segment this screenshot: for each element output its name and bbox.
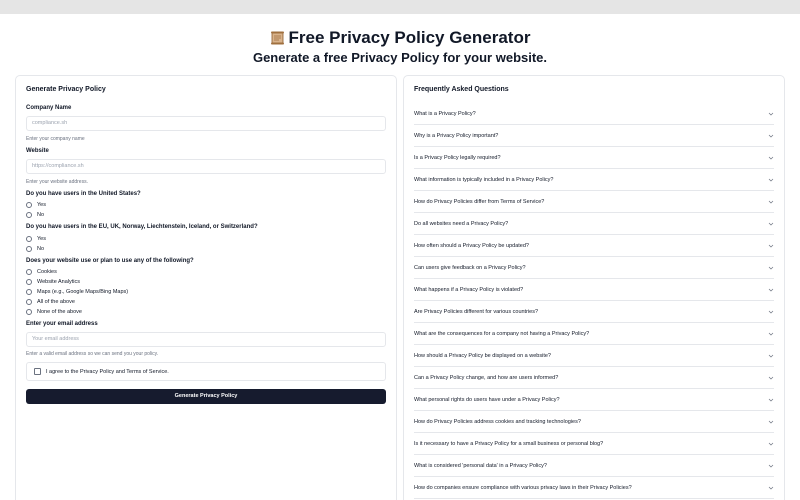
faq-question: Are Privacy Policies different for various countries? [414,308,539,315]
uses-question: Does your website use or plan to use any of the following? [26,258,194,264]
faq-item[interactable] [414,191,774,213]
faq-item[interactable] [414,345,774,367]
faq-title: Frequently Asked Questions [414,86,509,93]
faq-card [403,75,785,500]
faq-question: How often should a Privacy Policy be updated? [414,242,529,249]
faq-item[interactable] [414,389,774,411]
faq-question: Is a Privacy Policy legally required? [414,154,501,161]
eu-users-question: Do you have users in the EU, UK, Norway, Liechtenstein, Iceland, or Switzerland? [26,224,258,230]
chevron-down-icon [768,463,774,469]
us-users-question: Do you have users in the United States? [26,191,141,197]
radio-label: Maps (e.g., Google Maps/Bing Maps) [37,289,129,295]
faq-question: How should a Privacy Policy be displayed on a website? [414,352,551,359]
scroll-icon [270,31,285,45]
radio-circle-icon [26,299,32,305]
faq-question: What are the consequences for a company not having a Privacy Policy? [414,330,590,337]
radio-label: Cookies [37,269,57,275]
email-input[interactable]: Your email address [26,332,386,347]
chevron-down-icon [768,375,774,381]
radio-circle-icon [26,279,32,285]
radio-circle-icon [26,246,32,252]
uses-none-radio[interactable] [26,309,82,315]
faq-question: What is a Privacy Policy? [414,110,476,117]
faq-question: Why is a Privacy Policy important? [414,132,499,139]
email-label: Enter your email address [26,321,98,327]
chevron-down-icon [768,199,774,205]
chevron-down-icon [768,265,774,271]
eu-users-yes-radio[interactable] [26,236,46,242]
chevron-down-icon [768,243,774,249]
faq-item[interactable] [414,125,774,147]
faq-item[interactable] [414,213,774,235]
faq-item[interactable] [414,279,774,301]
radio-label: All of the above [37,299,75,305]
website-label: Website [26,148,49,154]
faq-question: How do Privacy Policies differ from Terms of Service? [414,198,545,205]
form-title: Generate Privacy Policy [26,86,106,93]
faq-item[interactable] [414,323,774,345]
email-help: Enter a valid email address so we can send you your policy. [26,351,159,357]
generate-policy-button[interactable]: Generate Privacy Policy [26,389,386,404]
browser-top-bar [0,0,800,14]
faq-item[interactable] [414,433,774,455]
faq-item[interactable] [414,103,774,125]
faq-question: How do companies ensure compliance with various privacy laws in their Privacy Policies? [414,484,632,491]
radio-circle-icon [26,269,32,275]
faq-item[interactable] [414,257,774,279]
agree-terms-box[interactable] [26,362,386,381]
radio-circle-icon [26,202,32,208]
chevron-down-icon [768,309,774,315]
website-input[interactable]: https://compliance.sh [26,159,386,174]
page-title [0,28,800,48]
faq-item[interactable] [414,477,774,499]
chevron-down-icon [768,111,774,117]
company-name-label: Company Name [26,105,72,111]
chevron-down-icon [768,331,774,337]
chevron-down-icon [768,419,774,425]
radio-circle-icon [26,236,32,242]
faq-question: Can a Privacy Policy change, and how are users informed? [414,374,559,381]
faq-question: Can users give feedback on a Privacy Policy? [414,264,526,271]
faq-item[interactable] [414,235,774,257]
agree-checkbox[interactable] [34,368,41,375]
radio-circle-icon [26,212,32,218]
faq-question: Is it necessary to have a Privacy Policy for a small business or personal blog? [414,440,604,447]
faq-question: What happens if a Privacy Policy is violated? [414,286,524,293]
chevron-down-icon [768,287,774,293]
website-help: Enter your website address. [26,179,88,185]
radio-label: No [37,246,45,252]
radio-label: Yes [37,236,46,242]
uses-analytics-radio[interactable] [26,279,80,285]
faq-question: What personal rights do users have under a Privacy Policy? [414,396,560,403]
faq-item[interactable] [414,301,774,323]
radio-label: No [37,212,45,218]
chevron-down-icon [768,397,774,403]
uses-all-radio[interactable] [26,299,75,305]
radio-label: None of the above [37,309,82,315]
faq-question: How do Privacy Policies address cookies and tracking technologies? [414,418,581,425]
faq-item[interactable] [414,455,774,477]
faq-item[interactable] [414,169,774,191]
eu-users-no-radio[interactable] [26,246,44,252]
faq-item[interactable] [414,367,774,389]
radio-circle-icon [26,309,32,315]
radio-circle-icon [26,289,32,295]
company-name-input[interactable]: compliance.sh [26,116,386,131]
faq-question: Do all websites need a Privacy Policy? [414,220,509,227]
us-users-yes-radio[interactable] [26,202,46,208]
faq-question: What is considered 'personal data' in a Privacy Policy? [414,462,547,469]
agree-label: I agree to the Privacy Policy and Terms of Service. [46,368,169,375]
page-title-text: Free Privacy Policy Generator [288,28,531,47]
uses-cookies-radio[interactable] [26,269,57,275]
chevron-down-icon [768,485,774,491]
generator-form-card [15,75,397,500]
page-subtitle: Generate a free Privacy Policy for your website. [252,50,548,65]
faq-item[interactable] [414,147,774,169]
chevron-down-icon [768,177,774,183]
faq-question: What information is typically included in a Privacy Policy? [414,176,554,183]
faq-list [414,103,774,499]
chevron-down-icon [768,133,774,139]
company-name-help: Enter your company name [26,136,85,142]
chevron-down-icon [768,155,774,161]
faq-item[interactable] [414,411,774,433]
radio-label: Website Analytics [37,279,81,285]
chevron-down-icon [768,441,774,447]
chevron-down-icon [768,353,774,359]
us-users-no-radio[interactable] [26,212,44,218]
uses-maps-radio[interactable] [26,289,128,295]
radio-label: Yes [37,202,46,208]
chevron-down-icon [768,221,774,227]
